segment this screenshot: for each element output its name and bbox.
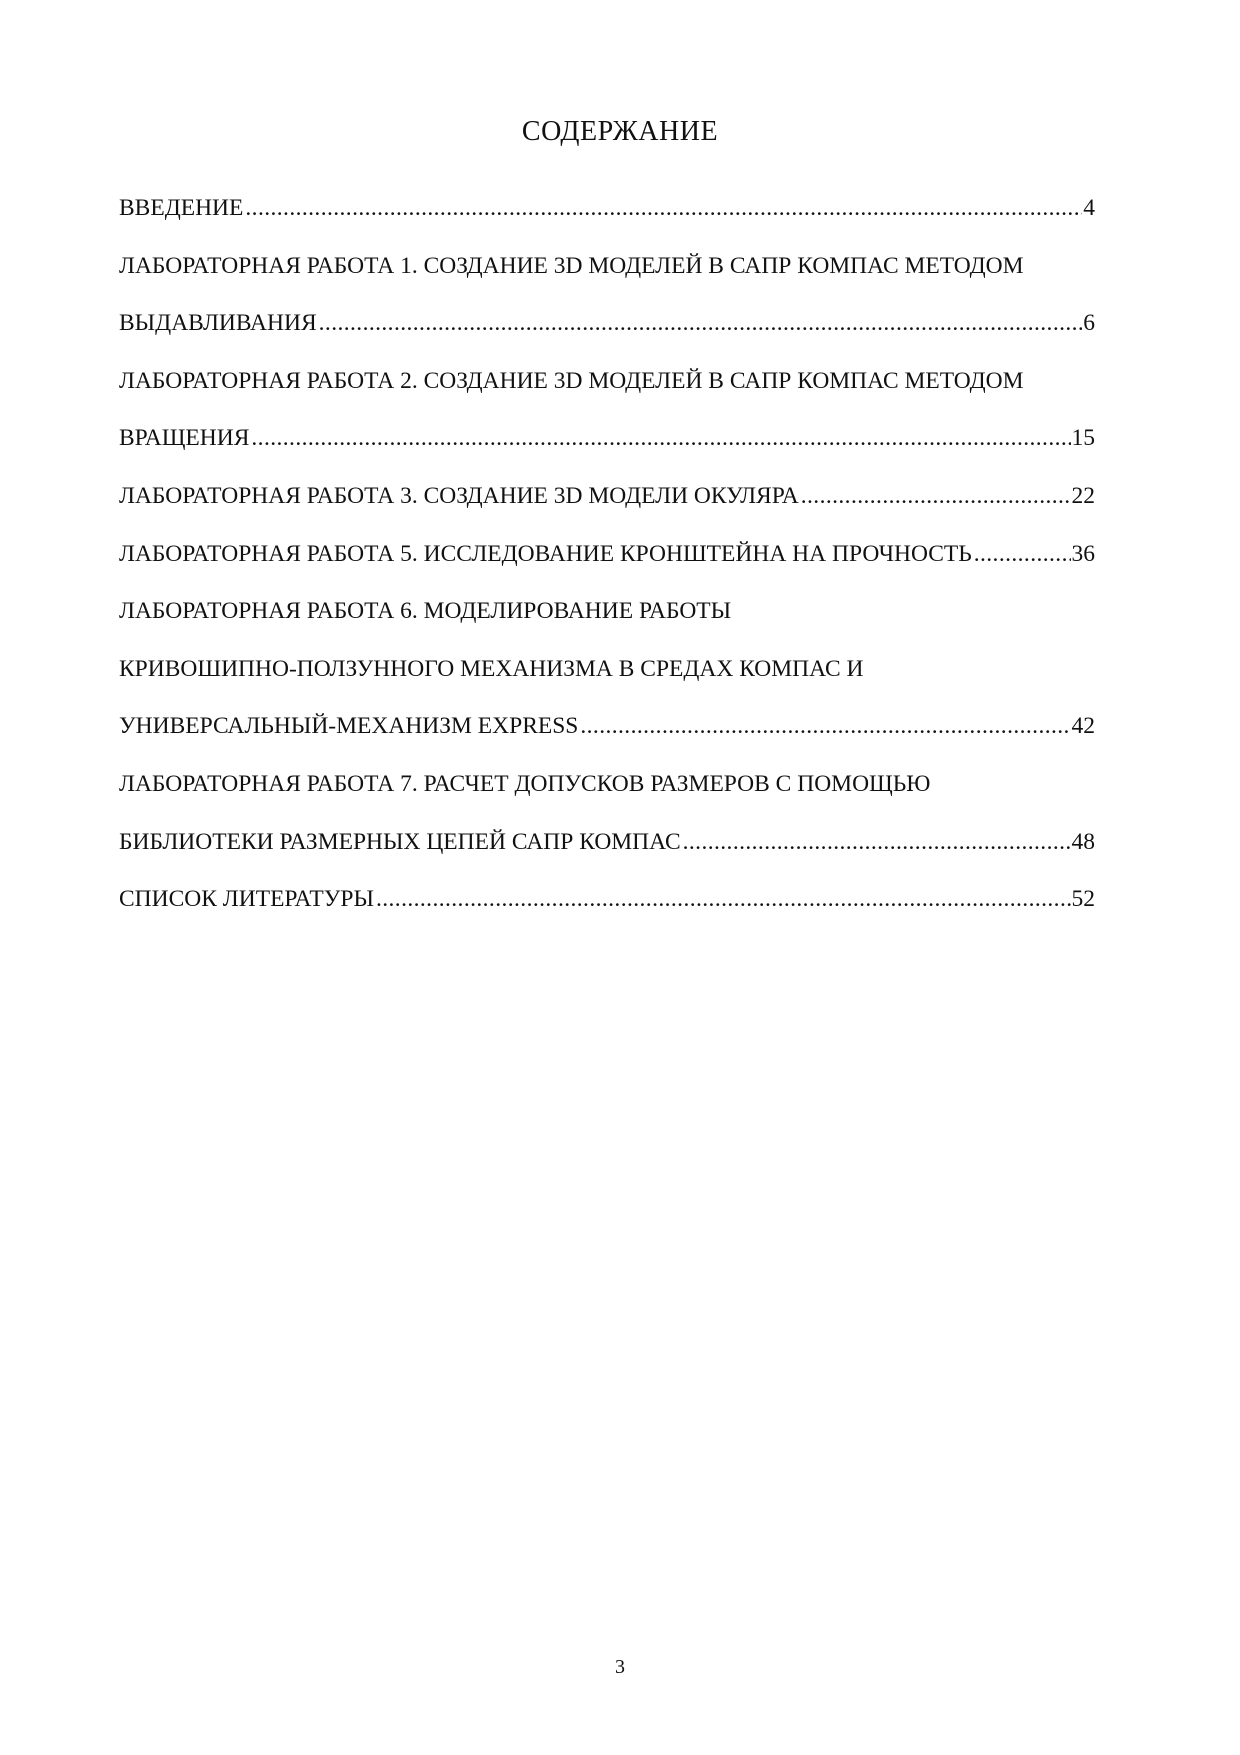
toc-entry-label: СПИСОК ЛИТЕРАТУРЫ: [119, 871, 376, 929]
toc-entry-label: БИБЛИОТЕКИ РАЗМЕРНЫХ ЦЕПЕЙ САПР КОМПАС: [119, 814, 683, 872]
toc-entry-label: ВЫДАВЛИВАНИЯ: [119, 295, 319, 353]
toc-entry-label: ЛАБОРАТОРНАЯ РАБОТА 1. СОЗДАНИЕ 3D МОДЕЛЕЙ В САПР КОМПАС МЕТОДОМ: [119, 252, 1024, 279]
toc-entry-lab-7-line-1[interactable]: [119, 756, 1095, 814]
dot-leader: [319, 295, 1083, 353]
table-of-contents: [119, 180, 1095, 929]
toc-page-number: 15: [1071, 425, 1095, 452]
toc-entry-lab-6-line-2[interactable]: [119, 641, 1095, 699]
toc-page-number: 22: [1071, 482, 1095, 509]
toc-page-number: 42: [1071, 713, 1095, 740]
toc-entry-label: ВРАЩЕНИЯ: [119, 410, 251, 468]
toc-page-number: 36: [1071, 540, 1095, 567]
toc-entry-references[interactable]: [119, 871, 1095, 929]
toc-page-number: 52: [1071, 886, 1095, 913]
toc-entry-lab-6-line-1[interactable]: [119, 583, 1095, 641]
toc-title: СОДЕРЖАНИЕ: [521, 116, 719, 147]
toc-entry-label: УНИВЕРСАЛЬНЫЙ-МЕХАНИЗМ EXPRESS: [119, 698, 580, 756]
toc-entry-lab-2-line-1[interactable]: [119, 353, 1095, 411]
toc-entry-label: ЛАБОРАТОРНАЯ РАБОТА 6. МОДЕЛИРОВАНИЕ РАБОТЫ: [119, 598, 732, 625]
dot-leader: [974, 526, 1071, 584]
toc-entry-label: ВВЕДЕНИЕ: [119, 180, 245, 238]
toc-page-number: 4: [1083, 195, 1095, 221]
dot-leader: [376, 871, 1071, 929]
toc-entry-label: КРИВОШИПНО-ПОЛЗУННОГО МЕХАНИЗМА В СРЕДАХ КОМПАС И: [119, 655, 864, 682]
toc-entry-lab-1-line-2[interactable]: [119, 295, 1095, 353]
toc-entry-label: ЛАБОРАТОРНАЯ РАБОТА 3. СОЗДАНИЕ 3D МОДЕЛИ ОКУЛЯРА: [119, 468, 801, 526]
toc-entry-lab-2-line-2[interactable]: [119, 410, 1095, 468]
dot-leader: [245, 180, 1082, 238]
dot-leader: [251, 410, 1070, 468]
toc-entry-introduction[interactable]: [119, 180, 1095, 238]
toc-entry-lab-1-line-1[interactable]: [119, 238, 1095, 296]
dot-leader: [580, 698, 1070, 756]
toc-entry-lab-3[interactable]: [119, 468, 1095, 526]
toc-entry-lab-7-line-2[interactable]: [119, 814, 1095, 872]
toc-page-number: 48: [1071, 828, 1095, 855]
toc-entry-label: ЛАБОРАТОРНАЯ РАБОТА 5. ИССЛЕДОВАНИЕ КРОНШТЕЙНА НА ПРОЧНОСТЬ: [119, 526, 974, 584]
toc-entry-lab-5[interactable]: [119, 526, 1095, 584]
dot-leader: [801, 468, 1071, 526]
toc-entry-label: ЛАБОРАТОРНАЯ РАБОТА 7. РАСЧЕТ ДОПУСКОВ РАЗМЕРОВ С ПОМОЩЬЮ: [119, 770, 931, 797]
toc-page-number: 6: [1083, 310, 1095, 337]
toc-entry-label: ЛАБОРАТОРНАЯ РАБОТА 2. СОЗДАНИЕ 3D МОДЕЛЕЙ В САПР КОМПАС МЕТОДОМ: [119, 367, 1024, 394]
dot-leader: [683, 814, 1071, 872]
toc-entry-lab-6-line-3[interactable]: [119, 698, 1095, 756]
page-number: 3: [615, 1656, 625, 1678]
